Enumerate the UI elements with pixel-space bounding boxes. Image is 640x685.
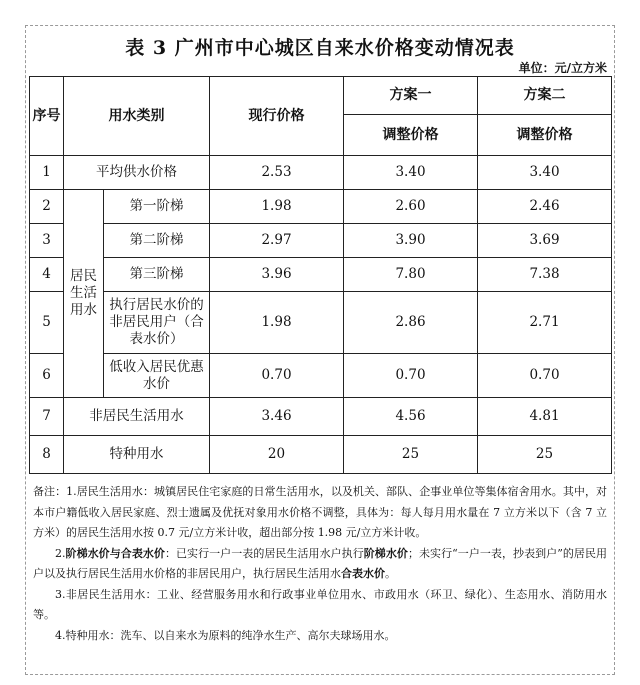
note-1: 备注：1.居民生活用水：城镇居民住宅家庭的日常生活用水，以及机关、部队、企事业单位等集体宿舍用水。其中，对本市户籍低收入居民家庭、烈士遗属及优抚对象用水价格不调整，具体为：每人每月用水量在 7 立方米以下（含 7 立方米）的居民生活用水按 0.7 元/立方米计收，超出部分按 1.98 元/立方米计收。 bbox=[33, 485, 607, 539]
row-plan2: 2.46 bbox=[478, 190, 612, 224]
row-current: 3.46 bbox=[210, 398, 344, 436]
table-row bbox=[30, 156, 612, 190]
row-plan2: 0.70 bbox=[478, 354, 612, 398]
table-row bbox=[30, 292, 612, 354]
row-no: 6 bbox=[30, 354, 64, 398]
row-label: 非居民生活用水 bbox=[64, 398, 210, 436]
table-row bbox=[30, 258, 612, 292]
row-no: 2 bbox=[30, 190, 64, 224]
row-no: 1 bbox=[30, 156, 64, 190]
row-plan1: 4.56 bbox=[344, 398, 478, 436]
header-no: 序号 bbox=[30, 77, 64, 156]
row-label: 特种用水 bbox=[64, 436, 210, 474]
row-current: 2.97 bbox=[210, 224, 344, 258]
row-plan2: 7.38 bbox=[478, 258, 612, 292]
row-no: 3 bbox=[30, 224, 64, 258]
note-2 bbox=[33, 544, 607, 585]
header-current: 现行价格 bbox=[210, 77, 344, 156]
header-plan2-adjusted: 调整价格 bbox=[478, 115, 612, 156]
table-row bbox=[30, 398, 612, 436]
price-table bbox=[29, 76, 612, 474]
table-row bbox=[30, 436, 612, 474]
row-plan2: 2.71 bbox=[478, 292, 612, 354]
row-current: 1.98 bbox=[210, 292, 344, 354]
row-plan2: 3.40 bbox=[478, 156, 612, 190]
header-plan1: 方案一 bbox=[344, 77, 478, 115]
row-plan1: 0.70 bbox=[344, 354, 478, 398]
table-title: 表 3 广州市中心城区自来水价格变动情况表 bbox=[125, 37, 515, 59]
table-row bbox=[30, 224, 612, 258]
note-2-term: 阶梯水价与合表水价 bbox=[65, 546, 165, 560]
unit-label: 单位：元/立方米 bbox=[518, 61, 607, 75]
note-2-text: ：已实行一户一表的居民生活用水户执行 bbox=[164, 546, 364, 560]
row-label: 第二阶梯 bbox=[104, 224, 210, 258]
row-plan2: 3.69 bbox=[478, 224, 612, 258]
row-plan2: 4.81 bbox=[478, 398, 612, 436]
row-label: 平均供水价格 bbox=[64, 156, 210, 190]
row-label: 第一阶梯 bbox=[104, 190, 210, 224]
row-plan1: 7.80 bbox=[344, 258, 478, 292]
note-2-num: 2. bbox=[55, 546, 66, 560]
row-plan1: 2.60 bbox=[344, 190, 478, 224]
row-label: 低收入居民优惠水价 bbox=[104, 354, 210, 398]
row-plan1: 3.40 bbox=[344, 156, 478, 190]
note-4: 4.特种用水：洗车、以自来水为原料的纯净水生产、高尔夫球场用水。 bbox=[55, 628, 396, 642]
note-3: 3.非居民生活用水：工业、经营服务用水和行政事业单位用水、市政用水（环卫、绿化）、生态用水、消防用水等。 bbox=[33, 587, 607, 621]
header-plan2: 方案二 bbox=[478, 77, 612, 115]
row-current: 3.96 bbox=[210, 258, 344, 292]
notes bbox=[33, 482, 607, 646]
row-no: 8 bbox=[30, 436, 64, 474]
row-current: 1.98 bbox=[210, 190, 344, 224]
note-2-combined: 合表水价 bbox=[341, 567, 385, 580]
header-plan1-adjusted: 调整价格 bbox=[344, 115, 478, 156]
row-plan1: 2.86 bbox=[344, 292, 478, 354]
row-plan1: 25 bbox=[344, 436, 478, 474]
row-plan1: 3.90 bbox=[344, 224, 478, 258]
row-no: 5 bbox=[30, 292, 64, 354]
note-2-text-2: ；未实行“一户一表，抄表到户”的居民用户以及执行居民生活用水价格的非居民用户，执行居民生活用水 bbox=[33, 546, 608, 580]
row-current: 20 bbox=[210, 436, 344, 474]
note-2-ladder: 阶梯水价 bbox=[363, 546, 408, 560]
table-row bbox=[30, 190, 612, 224]
group-label-residential: 居民生活用水 bbox=[64, 190, 104, 398]
note-2-end: 。 bbox=[385, 567, 396, 580]
row-label: 第三阶梯 bbox=[104, 258, 210, 292]
row-no: 4 bbox=[30, 258, 64, 292]
row-current: 2.53 bbox=[210, 156, 344, 190]
row-label: 执行居民水价的非居民用户（合表水价） bbox=[104, 292, 210, 354]
row-current: 0.70 bbox=[210, 354, 344, 398]
table-row bbox=[30, 354, 612, 398]
row-plan2: 25 bbox=[478, 436, 612, 474]
header-category: 用水类别 bbox=[64, 77, 210, 156]
row-no: 7 bbox=[30, 398, 64, 436]
header-row bbox=[30, 77, 612, 115]
